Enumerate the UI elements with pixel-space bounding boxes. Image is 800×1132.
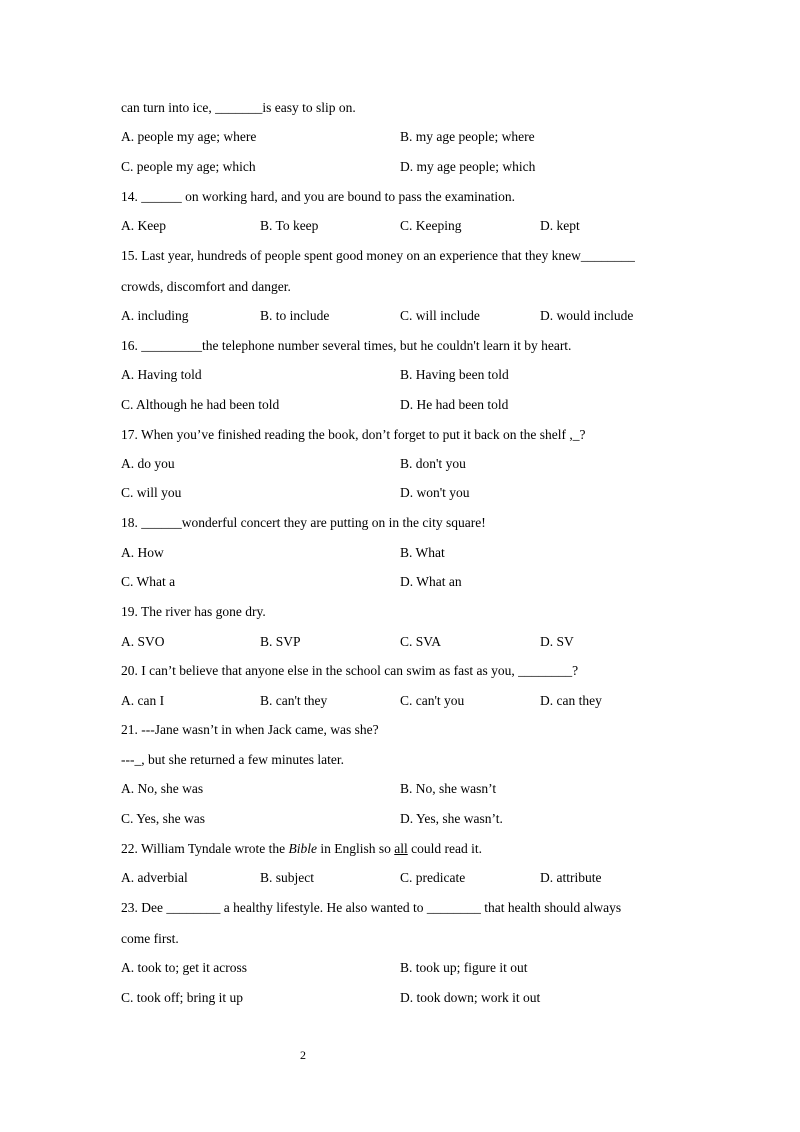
q22-option-d: D. attribute bbox=[540, 870, 602, 885]
q14-option-b: B. To keep bbox=[260, 218, 319, 233]
q14-option-d: D. kept bbox=[540, 218, 580, 233]
q13-option-c: C. people my age; which bbox=[121, 159, 256, 174]
question-18-text: 18. ______wonderful concert they are putting on in the city square! bbox=[121, 515, 486, 530]
q22-bible-italic: Bible bbox=[288, 841, 317, 856]
q17-option-d: D. won't you bbox=[400, 485, 470, 500]
question-21-text: 21. ---Jane wasn’t in when Jack came, was she? bbox=[121, 722, 379, 737]
q20-option-a: A. can I bbox=[121, 693, 165, 708]
q22-all-underlined: all bbox=[394, 841, 408, 856]
question-17-text: 17. When you’ve finished reading the book, don’t forget to put it back on the shelf ,_? bbox=[121, 427, 586, 442]
q20-option-d: D. can they bbox=[540, 693, 602, 708]
question-13-text: can turn into ice, _______is easy to slip on. bbox=[121, 100, 356, 115]
q16-option-c: C. Although he had been told bbox=[121, 397, 280, 412]
q17-option-c: C. will you bbox=[121, 485, 182, 500]
question-22-text bbox=[121, 840, 482, 858]
q22-option-b: B. subject bbox=[260, 870, 314, 885]
question-23-text-cont: come first. bbox=[121, 931, 179, 946]
question-19-text: 19. The river has gone dry. bbox=[121, 604, 266, 619]
q20-option-c: C. can't you bbox=[400, 693, 465, 708]
q16-option-b: B. Having been told bbox=[400, 367, 509, 382]
q18-option-b: B. What bbox=[400, 545, 445, 560]
q21-option-a: A. No, she was bbox=[121, 781, 204, 796]
q21-option-b: B. No, she wasn’t bbox=[400, 781, 497, 796]
q17-option-b: B. don't you bbox=[400, 456, 466, 471]
q18-option-c: C. What a bbox=[121, 574, 176, 589]
q20-option-b: B. can't they bbox=[260, 693, 328, 708]
question-20-text: 20. I can’t believe that anyone else in the school can swim as fast as you, ________? bbox=[121, 663, 579, 678]
q19-option-d: D. SV bbox=[540, 634, 574, 649]
q23-option-a: A. took to; get it across bbox=[121, 960, 247, 975]
q17-option-a: A. do you bbox=[121, 456, 175, 471]
q22-text-mid: in English so bbox=[316, 841, 395, 856]
q16-option-a: A. Having told bbox=[121, 367, 202, 382]
q18-option-d: D. What an bbox=[400, 574, 462, 589]
question-15-text-cont: crowds, discomfort and danger. bbox=[121, 279, 291, 294]
q16-option-d: D. He had been told bbox=[400, 397, 509, 412]
q23-option-c: C. took off; bring it up bbox=[121, 990, 244, 1005]
q15-option-b: B. to include bbox=[260, 308, 330, 323]
q14-option-c: C. Keeping bbox=[400, 218, 462, 233]
page-number: 2 bbox=[300, 1048, 306, 1062]
q19-option-a: A. SVO bbox=[121, 634, 165, 649]
q18-option-a: A. How bbox=[121, 545, 164, 560]
q21-option-d: D. Yes, she wasn’t. bbox=[400, 811, 503, 826]
q23-option-d: D. took down; work it out bbox=[400, 990, 541, 1005]
q22-text-end: could read it. bbox=[407, 841, 482, 856]
q14-option-a: A. Keep bbox=[121, 218, 166, 233]
q19-option-b: B. SVP bbox=[260, 634, 301, 649]
q22-text-start: 22. William Tyndale wrote the bbox=[121, 841, 289, 856]
q22-option-a: A. adverbial bbox=[121, 870, 188, 885]
q13-option-d: D. my age people; which bbox=[400, 159, 536, 174]
q13-option-b: B. my age people; where bbox=[400, 129, 535, 144]
q15-option-c: C. will include bbox=[400, 308, 480, 323]
q21-option-c: C. Yes, she was bbox=[121, 811, 206, 826]
q19-option-c: C. SVA bbox=[400, 634, 442, 649]
question-23-text: 23. Dee ________ a healthy lifestyle. He also wanted to ________ that health should always bbox=[121, 900, 622, 915]
q15-option-a: A. including bbox=[121, 308, 189, 323]
q13-option-a: A. people my age; where bbox=[121, 129, 257, 144]
question-21-text-cont: ---_, but she returned a few minutes later. bbox=[121, 752, 345, 767]
q22-option-c: C. predicate bbox=[400, 870, 466, 885]
q15-option-d: D. would include bbox=[540, 308, 634, 323]
question-14-text: 14. ______ on working hard, and you are bound to pass the examination. bbox=[121, 189, 516, 204]
question-15-text: 15. Last year, hundreds of people spent good money on an experience that they knew________ bbox=[121, 248, 635, 263]
question-16-text: 16. _________the telephone number several times, but he couldn't learn it by heart. bbox=[121, 338, 572, 353]
q23-option-b: B. took up; figure it out bbox=[400, 960, 528, 975]
